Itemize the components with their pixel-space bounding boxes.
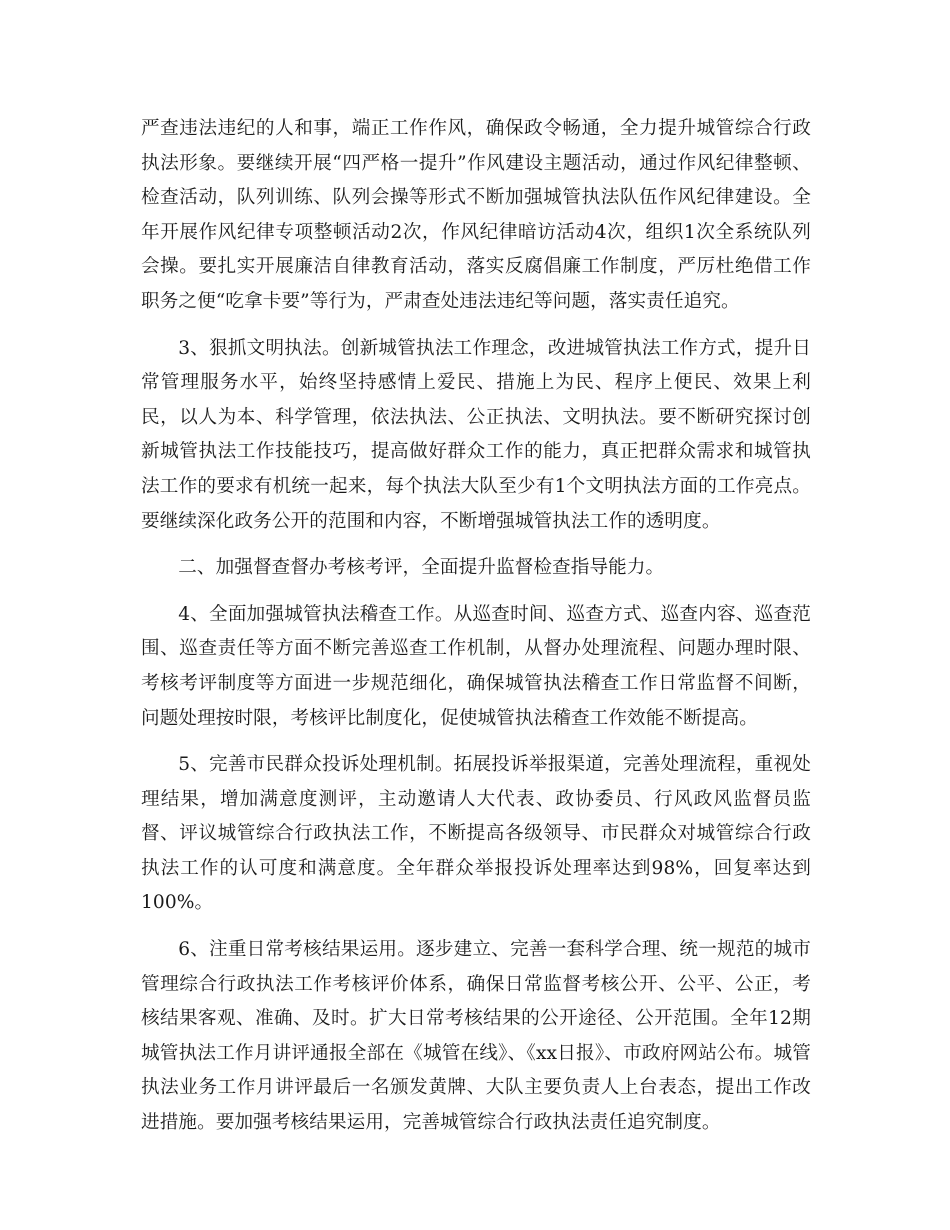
paragraph-item-4: 4、全面加强城管执法稽查工作。从巡查时间、巡查方式、巡查内容、巡查范围、巡查责任等方面不断完善巡查工作机制，从督办处理流程、问题办理时限、考核考评制度等方面进一步规范细化，确保城管执法稽查工作日常监督不间断，问题处理按时限，考核评比制度化，促使城管执法稽查工作效能不断提高。 — [141, 603, 811, 729]
paragraph-item-3: 3、狠抓文明执法。创新城管执法工作理念，改进城管执法工作方式，提升日常管理服务水平，始终坚持感情上爱民、措施上为民、程序上便民、效果上利民，以人为本、科学管理，依法执法、公正执法、文明执法。要不断研究探讨创新城管执法工作技能技巧，提高做好群众工作的能力，真正把群众需求和城管执法工作的要求有机统一起来，每个执法大队至少有1个文明执法方面的工作亮点。要继续深化政务公开的范围和内容，不断增强城管执法工作的透明度。 — [141, 337, 811, 532]
paragraph-item-6: 6、注重日常考核结果运用。逐步建立、完善一套科学合理、统一规范的城市管理综合行政执法工作考核评价体系，确保日常监督考核公开、公平、公正，考核结果客观、准确、及时。扩大日常考核结果的公开途径、公开范围。全年12期城管执法工作月讲评通报全部在《城管在线》、《xx日报》、市政府网站公布。城管执法业务工作月讲评最后一名颁发黄牌、大队主要负责人上台表态，提出工作改进措施。要加强考核结果运用，完善城管综合行政执法责任追究制度。 — [141, 939, 811, 1134]
document-body — [141, 112, 811, 1141]
paragraph-item-5: 5、完善市民群众投诉处理机制。拓展投诉举报渠道，完善处理流程，重视处理结果，增加满意度测评，主动邀请人大代表、政协委员、行风政风监督员监督、评议城管综合行政执法工作，不断提高各级领导、市民群众对城管综合行政执法工作的认可度和满意度。全年群众举报投诉处理率达到98%，回复率达到100%。 — [141, 754, 811, 914]
section-heading-2: 二、加强督查督办考核考评，全面提升监督检查指导能力。 — [178, 557, 665, 579]
paragraph-continuation: 严查违法违纪的人和事，端正工作作风，确保政令畅通，全力提升城管综合行政执法形象。要继续开展“四严格一提升”作风建设主题活动，通过作风纪律整顿、检查活动，队列训练、队列会操等形式不断加强城管执法队伍作风纪律建设。全年开展作风纪律专项整顿活动2次，作风纪律暗访活动4次，组织1次全系统队列会操。要扎实开展廉洁自律教育活动，落实反腐倡廉工作制度，严厉杜绝借工作职务之便“吃拿卡要”等行为，严肃查处违法违纪等问题，落实责任追究。 — [141, 118, 811, 312]
